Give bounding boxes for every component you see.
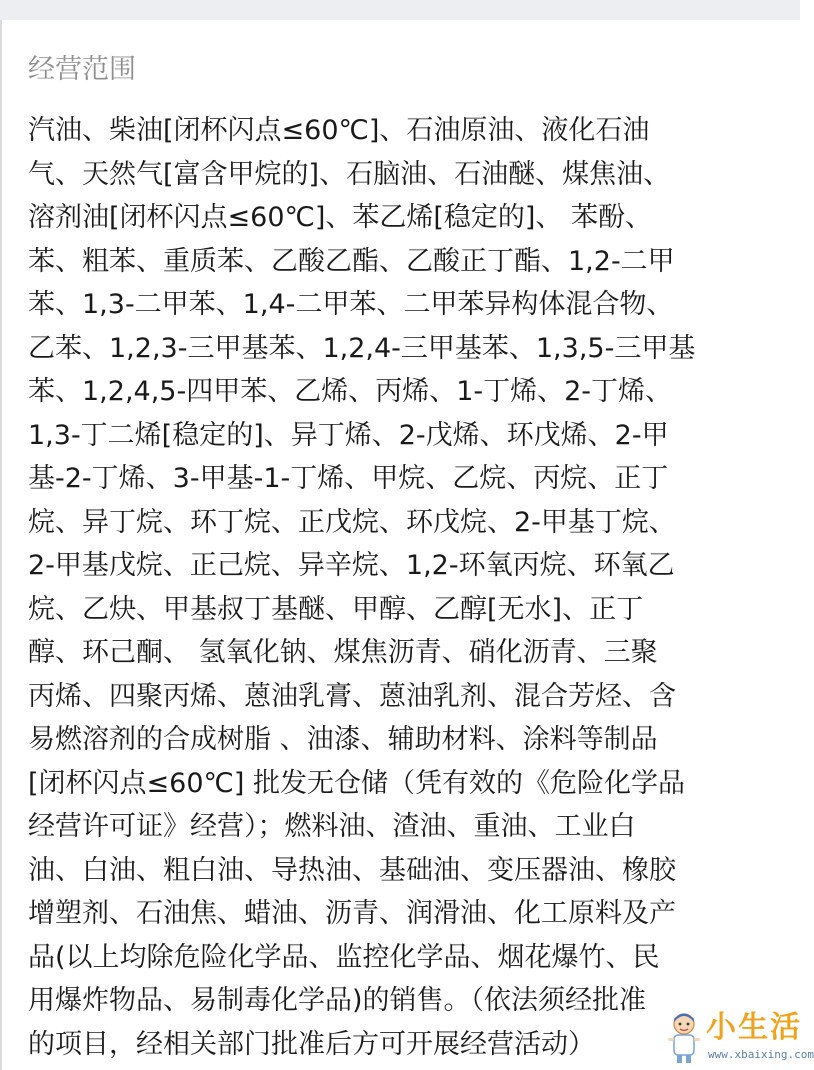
scope-line: 2-甲基戊烷、正己烷、异辛烷、1,2-环氧丙烷、环氧乙: [28, 550, 675, 581]
scope-line: 气、天然气[富含甲烷的]、石脑油、石油醚、煤焦油、: [28, 158, 671, 190]
scope-line: [闭杯闪点≤60℃] 批发无仓储（凭有效的《危险化学品: [28, 767, 685, 799]
mascot-icon: [664, 1010, 704, 1064]
scope-line: 增塑剂、石油焦、蜡油、沥青、润滑油、化工原料及产: [28, 898, 676, 929]
scope-line: 烷、乙炔、甲基叔丁基醚、甲醇、乙醇[无水]、正丁: [28, 593, 644, 625]
scope-line: 经营许可证》经营）；燃料油、渣油、重油、工业白: [28, 811, 636, 842]
section-title: 经营范围: [28, 54, 136, 85]
watermark-brand: 小生活: [706, 1010, 802, 1045]
scope-line: 苯、1,3-二甲苯、1,4-二甲苯、二甲苯异构体混合物、: [28, 289, 674, 320]
scope-line: 汽油、柴油[闭杯闪点≤60℃]、石油原油、液化石油: [28, 115, 650, 146]
scope-line: 烷、异丁烷、环丁烷、正戊烷、环戊烷、2-甲基丁烷、: [28, 506, 676, 538]
scope-line: 苯、1,2,4,5-四甲苯、乙烯、丙烯、1-丁烯、2-丁烯、: [28, 376, 673, 407]
scope-line: 品(以上均除危险化学品、监控化学品、烟花爆竹、民: [28, 941, 660, 973]
business-scope-text: [28, 109, 788, 1066]
scope-line: 用爆炸物品、易制毒化学品)的销售。（依法须经批准: [28, 985, 647, 1016]
scope-line: 丙烯、四聚丙烯、蒽油乳膏、蒽油乳剂、混合芳烃、含: [28, 680, 676, 712]
scope-line: 的项目，经相关部门批准后方可开展经营活动）: [28, 1028, 595, 1060]
scope-line: 乙苯、1,2,3-三甲基苯、1,2,4-三甲基苯、1,3,5-三甲基: [28, 332, 696, 364]
top-status-strip: [0, 0, 800, 20]
watermark: [664, 1008, 814, 1066]
scope-line: 1,3-丁二烯[稳定的]、异丁烯、2-戊烯、环戊烯、2-甲: [28, 419, 669, 451]
scope-line: 醇、环己酮、 氢氧化钠、煤焦沥青、硝化沥青、三聚: [28, 637, 658, 668]
scope-line: 易燃溶剂的合成树脂 、油漆、辅助材料、涂料等制品: [28, 724, 658, 755]
scope-line: 苯、粗苯、重质苯、乙酸乙酯、乙酸正丁酯、1,2-二甲: [28, 245, 675, 277]
scope-line: 油、白油、粗白油、导热油、基础油、变压器油、橡胶: [28, 854, 676, 886]
watermark-url: www.xbaixing.com: [708, 1048, 814, 1061]
scope-line: 溶剂油[闭杯闪点≤60℃]、苯乙烯[稳定的]、 苯酚、: [28, 202, 653, 233]
left-edge-divider: [0, 20, 2, 1070]
scope-line: 基-2-丁烯、3-甲基-1-丁烯、甲烷、乙烷、丙烷、正丁: [28, 463, 669, 494]
